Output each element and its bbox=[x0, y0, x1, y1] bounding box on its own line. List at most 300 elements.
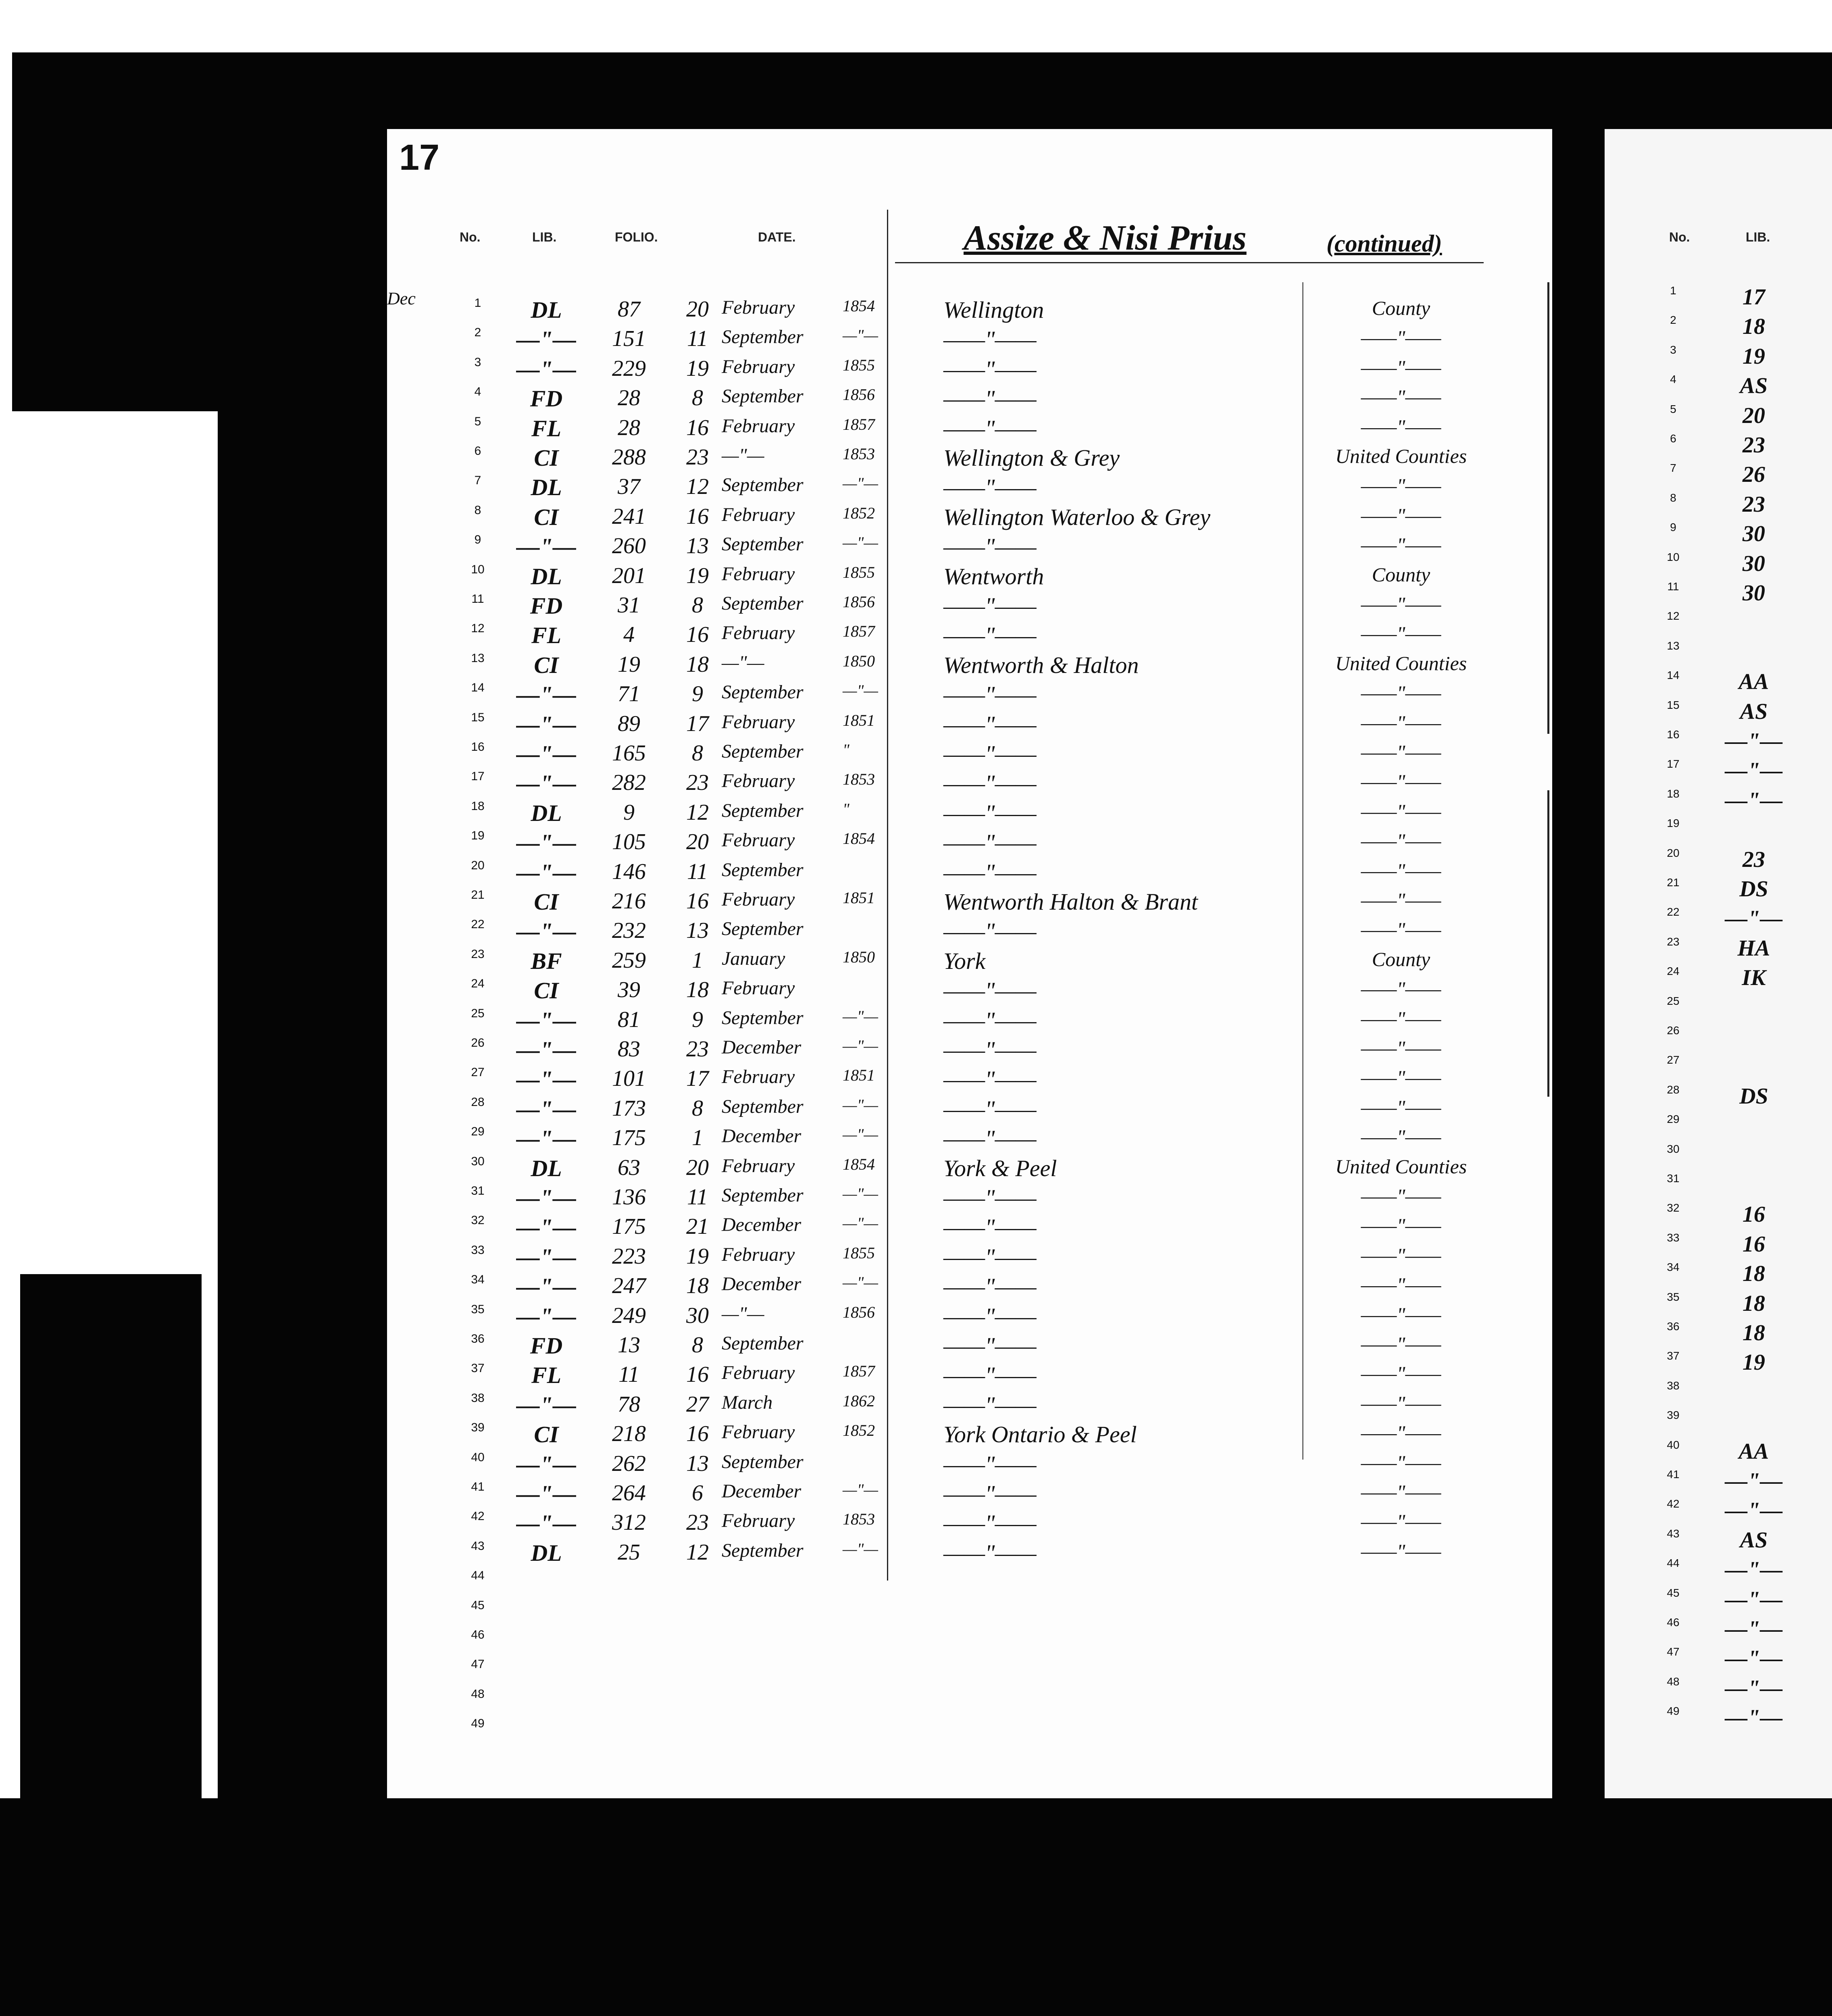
adjacent-row-number: 4 bbox=[1670, 373, 1676, 386]
day-cell: 19 bbox=[686, 1243, 709, 1269]
row-number: 33 bbox=[471, 1243, 485, 1257]
year-cell: 1856 bbox=[843, 593, 875, 611]
kind-cell: County bbox=[1372, 948, 1430, 971]
lib-cell: —"— bbox=[516, 1303, 577, 1329]
adjacent-row-number: 43 bbox=[1667, 1527, 1680, 1540]
lib-cell: —"— bbox=[516, 326, 577, 353]
day-cell: 9 bbox=[692, 1007, 703, 1032]
kind-cell: ——"—— bbox=[1361, 415, 1441, 438]
month-cell: February bbox=[722, 1243, 795, 1265]
lib-cell: —"— bbox=[516, 1007, 577, 1033]
place-cell: ——"—— bbox=[943, 1243, 1037, 1270]
day-cell: 16 bbox=[686, 1362, 709, 1387]
day-cell: 23 bbox=[686, 1510, 709, 1535]
row-number: 3 bbox=[474, 355, 481, 369]
row-number: 36 bbox=[471, 1332, 485, 1345]
lib-cell: DL bbox=[531, 1155, 562, 1181]
kind-cell: United Counties bbox=[1335, 1155, 1467, 1178]
adjacent-row-number: 42 bbox=[1667, 1497, 1680, 1510]
day-cell: 18 bbox=[686, 652, 709, 677]
place-cell: York Ontario & Peel bbox=[943, 1421, 1137, 1448]
year-cell: 1856 bbox=[843, 1303, 875, 1321]
adjacent-row-number: 21 bbox=[1667, 876, 1680, 889]
folio-cell: 37 bbox=[618, 474, 640, 500]
kind-cell: ——"—— bbox=[1361, 533, 1441, 556]
month-cell: February bbox=[722, 1421, 795, 1443]
place-cell: ——"—— bbox=[943, 1273, 1037, 1300]
kind-cell: ——"—— bbox=[1361, 1539, 1441, 1562]
film-border-left bbox=[12, 52, 218, 411]
month-cell: February bbox=[722, 1362, 795, 1384]
lib-cell: DL bbox=[531, 474, 562, 501]
row-number: 5 bbox=[474, 414, 481, 428]
folio-cell: 223 bbox=[612, 1243, 646, 1269]
year-cell: —"— bbox=[843, 681, 878, 700]
adjacent-row-number: 44 bbox=[1667, 1557, 1680, 1570]
row-number: 12 bbox=[471, 622, 485, 635]
header-date: DATE. bbox=[758, 230, 796, 244]
row-number: 9 bbox=[474, 533, 481, 547]
place-cell: ——"—— bbox=[943, 741, 1037, 767]
row-number: 22 bbox=[471, 918, 485, 931]
row-number: 16 bbox=[471, 740, 485, 754]
adjacent-row-number: 41 bbox=[1667, 1468, 1680, 1481]
year-cell: 1857 bbox=[843, 415, 875, 433]
kind-cell: County bbox=[1372, 563, 1430, 586]
folio-cell: 165 bbox=[612, 741, 646, 766]
lib-cell: —"— bbox=[516, 829, 577, 856]
year-cell: 1853 bbox=[843, 1510, 875, 1529]
place-cell: Wellington Waterloo & Grey bbox=[943, 504, 1211, 530]
kind-cell: ——"—— bbox=[1361, 681, 1441, 704]
folio-cell: 264 bbox=[612, 1481, 646, 1506]
adjacent-row-number: 20 bbox=[1667, 846, 1680, 859]
day-cell: 8 bbox=[692, 741, 703, 766]
kind-cell: ——"—— bbox=[1361, 918, 1441, 941]
folio-cell: 87 bbox=[618, 297, 640, 322]
adjacent-lib-cell: 23 bbox=[1742, 492, 1765, 517]
lib-cell: —"— bbox=[516, 681, 577, 708]
adjacent-row-number: 37 bbox=[1667, 1350, 1680, 1362]
kind-cell: United Counties bbox=[1335, 445, 1467, 467]
folio-cell: 89 bbox=[618, 711, 640, 736]
folio-cell: 282 bbox=[612, 770, 646, 796]
year-cell: 1850 bbox=[843, 652, 875, 670]
row-number: 20 bbox=[471, 858, 485, 872]
row-number: 44 bbox=[471, 1569, 485, 1583]
adjacent-row-number: 8 bbox=[1670, 491, 1676, 504]
month-cell: February bbox=[722, 504, 795, 525]
adjacent-lib-cell: —"— bbox=[1725, 906, 1783, 931]
lib-cell: CI bbox=[534, 889, 559, 915]
lib-cell: FD bbox=[530, 1333, 563, 1359]
adjacent-row-number: 34 bbox=[1667, 1261, 1680, 1274]
place-cell: ——"—— bbox=[943, 681, 1037, 708]
folio-cell: 175 bbox=[612, 1125, 646, 1151]
adjacent-lib-cell: —"— bbox=[1725, 1675, 1783, 1701]
day-cell: 13 bbox=[686, 918, 709, 943]
film-border-left-lower bbox=[20, 1274, 202, 1806]
kind-cell: ——"—— bbox=[1361, 622, 1441, 645]
month-cell: December bbox=[722, 1273, 802, 1295]
day-cell: 21 bbox=[686, 1214, 709, 1239]
month-cell: September bbox=[722, 593, 804, 614]
right-header-no: No. bbox=[1669, 230, 1690, 244]
lib-cell: BF bbox=[531, 948, 562, 974]
day-cell: 12 bbox=[686, 1539, 709, 1565]
row-number: 13 bbox=[471, 651, 485, 665]
folio-cell: 262 bbox=[612, 1451, 646, 1476]
year-cell: 1851 bbox=[843, 889, 875, 907]
adjacent-row-number: 27 bbox=[1667, 1054, 1680, 1066]
month-cell: December bbox=[722, 1125, 802, 1147]
page-gutter bbox=[1552, 121, 1605, 1798]
day-cell: 13 bbox=[686, 533, 709, 559]
month-cell: September bbox=[722, 1539, 804, 1561]
year-cell: 1855 bbox=[843, 356, 875, 374]
adjacent-row-number: 49 bbox=[1667, 1705, 1680, 1718]
ledger-title: Assize & Nisi Prius bbox=[964, 219, 1247, 258]
adjacent-row-number: 38 bbox=[1667, 1379, 1680, 1392]
adjacent-lib-cell: 18 bbox=[1742, 1261, 1765, 1287]
kind-cell: ——"—— bbox=[1361, 1421, 1441, 1444]
row-number: 40 bbox=[471, 1450, 485, 1464]
row-number: 37 bbox=[471, 1362, 485, 1375]
adjacent-lib-cell: AS bbox=[1740, 373, 1768, 399]
place-cell: Wellington & Grey bbox=[943, 445, 1120, 471]
kind-cell: ——"—— bbox=[1361, 356, 1441, 379]
lib-cell: CI bbox=[534, 504, 559, 530]
adjacent-row-number: 16 bbox=[1667, 728, 1680, 741]
adjacent-row-number: 30 bbox=[1667, 1142, 1680, 1155]
adjacent-row-number: 33 bbox=[1667, 1231, 1680, 1244]
adjacent-row-number: 17 bbox=[1667, 758, 1680, 771]
kind-cell: ——"—— bbox=[1361, 1510, 1441, 1533]
place-cell: ——"—— bbox=[943, 859, 1037, 885]
adjacent-lib-cell: DS bbox=[1739, 877, 1768, 902]
year-cell: 1857 bbox=[843, 622, 875, 641]
place-cell: Wellington bbox=[943, 297, 1044, 323]
day-cell: 18 bbox=[686, 977, 709, 1003]
ledger-title-suffix: (continued) bbox=[1326, 230, 1442, 257]
lib-cell: DL bbox=[531, 800, 562, 826]
year-cell: —"— bbox=[843, 1037, 878, 1055]
month-cell: September bbox=[722, 1095, 804, 1117]
place-cell: ——"—— bbox=[943, 1303, 1037, 1329]
folio-cell: 259 bbox=[612, 948, 646, 973]
folio-cell: 4 bbox=[623, 622, 635, 648]
folio-cell: 247 bbox=[612, 1273, 646, 1299]
place-cell: ——"—— bbox=[943, 415, 1037, 442]
adjacent-row-number: 18 bbox=[1667, 787, 1680, 800]
lib-cell: CI bbox=[534, 445, 559, 471]
kind-cell: ——"—— bbox=[1361, 1095, 1441, 1118]
folio-cell: 31 bbox=[618, 593, 640, 618]
lib-cell: —"— bbox=[516, 1185, 577, 1211]
adjacent-row-number: 10 bbox=[1667, 550, 1680, 563]
place-cell: York bbox=[943, 948, 986, 974]
adjacent-row-number: 5 bbox=[1670, 402, 1676, 415]
kind-cell: County bbox=[1372, 297, 1430, 319]
kind-cell: ——"—— bbox=[1361, 1391, 1441, 1414]
day-cell: 27 bbox=[686, 1391, 709, 1417]
day-cell: 8 bbox=[692, 385, 703, 411]
folio-cell: 151 bbox=[612, 326, 646, 352]
kind-cell: ——"—— bbox=[1361, 1362, 1441, 1385]
day-cell: 13 bbox=[686, 1451, 709, 1476]
year-cell: —"— bbox=[843, 1007, 878, 1025]
month-cell: December bbox=[722, 1037, 802, 1058]
year-cell: 1852 bbox=[843, 504, 875, 522]
kind-cell: ——"—— bbox=[1361, 1214, 1441, 1237]
kind-cell: ——"—— bbox=[1361, 1185, 1441, 1207]
year-cell: 1854 bbox=[843, 297, 875, 315]
day-cell: 20 bbox=[686, 297, 709, 322]
kind-cell: ——"—— bbox=[1361, 474, 1441, 497]
adjacent-row-number: 14 bbox=[1667, 669, 1680, 682]
day-cell: 17 bbox=[686, 1066, 709, 1091]
kind-cell: ——"—— bbox=[1361, 741, 1441, 763]
folio-cell: 28 bbox=[618, 385, 640, 411]
day-cell: 18 bbox=[686, 1273, 709, 1299]
row-number: 11 bbox=[471, 592, 484, 606]
lib-cell: —"— bbox=[516, 918, 577, 945]
kind-cell: ——"—— bbox=[1361, 711, 1441, 734]
folio-cell: 101 bbox=[612, 1066, 646, 1091]
folio-cell: 288 bbox=[612, 445, 646, 470]
lib-cell: —"— bbox=[516, 533, 577, 560]
row-number: 41 bbox=[471, 1480, 485, 1493]
month-cell: September bbox=[722, 1007, 804, 1029]
adjacent-row-number: 9 bbox=[1670, 521, 1676, 534]
right-bracket-lower bbox=[1547, 790, 1549, 1097]
folio-cell: 71 bbox=[618, 681, 640, 707]
row-number: 46 bbox=[471, 1628, 485, 1641]
adjacent-row-number: 29 bbox=[1667, 1113, 1680, 1126]
lib-cell: FL bbox=[531, 415, 562, 442]
adjacent-lib-cell: 18 bbox=[1742, 1291, 1765, 1316]
adjacent-lib-cell: —"— bbox=[1725, 787, 1783, 813]
month-cell: September bbox=[722, 1185, 804, 1206]
row-number: 23 bbox=[471, 947, 485, 961]
row-number: 15 bbox=[471, 710, 485, 724]
lib-cell: —"— bbox=[516, 1095, 577, 1122]
year-cell: —"— bbox=[843, 474, 878, 493]
film-border-bottom bbox=[0, 1798, 1832, 2016]
row-number: 4 bbox=[474, 385, 481, 399]
adjacent-row-number: 28 bbox=[1667, 1083, 1680, 1096]
month-cell: September bbox=[722, 533, 804, 555]
day-cell: 30 bbox=[686, 1303, 709, 1328]
year-cell: —"— bbox=[843, 533, 878, 552]
row-number: 34 bbox=[471, 1273, 485, 1287]
row-number: 8 bbox=[474, 503, 481, 517]
lib-cell: DL bbox=[531, 563, 562, 589]
place-cell: ——"—— bbox=[943, 1125, 1037, 1152]
adjacent-lib-cell: 19 bbox=[1742, 344, 1765, 369]
adjacent-lib-cell: 16 bbox=[1742, 1202, 1765, 1227]
year-cell: —"— bbox=[843, 1481, 878, 1499]
adjacent-lib-cell: 19 bbox=[1742, 1350, 1765, 1375]
month-cell: September bbox=[722, 859, 804, 881]
adjacent-row-number: 12 bbox=[1667, 610, 1680, 623]
month-cell: September bbox=[722, 385, 804, 407]
month-cell: December bbox=[722, 1481, 802, 1502]
lib-cell: —"— bbox=[516, 1273, 577, 1300]
year-cell: —"— bbox=[843, 1185, 878, 1203]
folio-cell: 241 bbox=[612, 504, 646, 529]
year-cell: 1853 bbox=[843, 770, 875, 789]
adjacent-lib-cell: HA bbox=[1737, 935, 1770, 961]
day-cell: 12 bbox=[686, 800, 709, 825]
adjacent-row-number: 22 bbox=[1667, 906, 1680, 918]
right-header-lib: LIB. bbox=[1746, 230, 1770, 244]
place-cell: ——"—— bbox=[943, 593, 1037, 619]
month-cell: September bbox=[722, 918, 804, 940]
row-number: 28 bbox=[471, 1095, 485, 1109]
adjacent-lib-cell: IK bbox=[1742, 965, 1766, 991]
adjacent-lib-cell: 30 bbox=[1742, 551, 1765, 576]
row-number: 21 bbox=[471, 888, 485, 902]
header-folio: FOLIO. bbox=[615, 230, 658, 244]
month-cell: December bbox=[722, 1214, 802, 1236]
adjacent-lib-cell: 26 bbox=[1742, 462, 1765, 487]
lib-cell: FL bbox=[531, 1362, 562, 1389]
kind-cell: ——"—— bbox=[1361, 1303, 1441, 1326]
folio-cell: 13 bbox=[618, 1333, 640, 1358]
month-cell: February bbox=[722, 1155, 795, 1177]
folio-cell: 136 bbox=[612, 1185, 646, 1210]
month-cell: February bbox=[722, 622, 795, 644]
folio-cell: 81 bbox=[618, 1007, 640, 1032]
year-cell: 1853 bbox=[843, 445, 875, 463]
row-number: 25 bbox=[471, 1006, 485, 1020]
day-cell: 20 bbox=[686, 829, 709, 855]
place-cell: ——"—— bbox=[943, 1007, 1037, 1033]
place-cell: ——"—— bbox=[943, 1362, 1037, 1389]
folio-cell: 249 bbox=[612, 1303, 646, 1328]
folio-cell: 232 bbox=[612, 918, 646, 943]
day-cell: 16 bbox=[686, 1421, 709, 1447]
row-number: 24 bbox=[471, 977, 485, 991]
adjacent-lib-cell: 20 bbox=[1742, 403, 1765, 428]
folio-cell: 63 bbox=[618, 1155, 640, 1180]
folio-cell: 312 bbox=[612, 1510, 646, 1535]
adjacent-lib-cell: —"— bbox=[1725, 1498, 1783, 1523]
day-cell: 1 bbox=[692, 1125, 703, 1151]
month-cell: February bbox=[722, 415, 795, 437]
kind-cell: ——"—— bbox=[1361, 859, 1441, 882]
day-cell: 1 bbox=[692, 948, 703, 973]
year-cell: " bbox=[843, 741, 849, 759]
place-cell: ——"—— bbox=[943, 1481, 1037, 1507]
place-cell: ——"—— bbox=[943, 474, 1037, 501]
adjacent-row-number: 45 bbox=[1667, 1586, 1680, 1599]
year-cell: 1850 bbox=[843, 948, 875, 966]
adjacent-row-number: 46 bbox=[1667, 1616, 1680, 1629]
place-cell: ——"—— bbox=[943, 1510, 1037, 1537]
adjacent-row-number: 24 bbox=[1667, 965, 1680, 978]
row-number: 30 bbox=[471, 1154, 485, 1168]
place-cell: ——"—— bbox=[943, 1539, 1037, 1566]
adjacent-row-number: 35 bbox=[1667, 1290, 1680, 1303]
day-cell: 6 bbox=[692, 1481, 703, 1506]
adjacent-lib-cell: 18 bbox=[1742, 1320, 1765, 1345]
row-number: 31 bbox=[471, 1184, 485, 1198]
kind-cell: ——"—— bbox=[1361, 1243, 1441, 1266]
adjacent-row-number: 15 bbox=[1667, 698, 1680, 711]
adjacent-row-number: 11 bbox=[1667, 580, 1679, 593]
lib-cell: —"— bbox=[516, 1125, 577, 1152]
day-cell: 23 bbox=[686, 1037, 709, 1062]
day-cell: 9 bbox=[692, 681, 703, 707]
kind-cell: United Counties bbox=[1335, 652, 1467, 675]
row-number: 47 bbox=[471, 1658, 485, 1671]
folio-cell: 260 bbox=[612, 533, 646, 559]
row-number: 18 bbox=[471, 799, 485, 813]
adjacent-row-number: 26 bbox=[1667, 1024, 1680, 1037]
adjacent-row-number: 3 bbox=[1670, 343, 1676, 356]
kind-cell: ——"—— bbox=[1361, 326, 1441, 349]
year-cell: —"— bbox=[843, 1539, 878, 1558]
month-cell: —"— bbox=[722, 652, 764, 673]
lib-cell: CI bbox=[534, 1421, 559, 1448]
place-cell: ——"—— bbox=[943, 770, 1037, 797]
folio-cell: 229 bbox=[612, 356, 646, 381]
month-cell: February bbox=[722, 563, 795, 585]
adjacent-lib-cell: 17 bbox=[1742, 285, 1765, 310]
kind-cell: ——"—— bbox=[1361, 1037, 1441, 1059]
kind-cell: ——"—— bbox=[1361, 889, 1441, 911]
year-cell: 1851 bbox=[843, 711, 875, 729]
folio-cell: 173 bbox=[612, 1095, 646, 1121]
lib-cell: —"— bbox=[516, 1243, 577, 1270]
row-number: 35 bbox=[471, 1302, 485, 1316]
adjacent-row-number: 23 bbox=[1667, 935, 1680, 948]
lib-cell: —"— bbox=[516, 711, 577, 737]
row-number: 49 bbox=[471, 1717, 485, 1731]
place-cell: ——"—— bbox=[943, 800, 1037, 826]
lib-cell: —"— bbox=[516, 859, 577, 885]
year-cell: 1854 bbox=[843, 1155, 875, 1173]
day-cell: 11 bbox=[687, 1185, 708, 1210]
day-cell: 8 bbox=[692, 1095, 703, 1121]
place-cell: Wentworth Halton & Brant bbox=[943, 889, 1198, 915]
adjacent-lib-cell: —"— bbox=[1725, 1468, 1783, 1493]
kind-cell: ——"—— bbox=[1361, 1333, 1441, 1355]
folio-cell: 78 bbox=[618, 1391, 640, 1417]
place-cell: ——"—— bbox=[943, 1333, 1037, 1359]
film-border-top bbox=[12, 52, 1832, 129]
adjacent-lib-cell: —"— bbox=[1725, 729, 1783, 754]
row-number: 42 bbox=[471, 1510, 485, 1523]
lib-cell: —"— bbox=[516, 1481, 577, 1507]
month-cell: February bbox=[722, 889, 795, 910]
adjacent-row-number: 31 bbox=[1667, 1172, 1680, 1185]
year-cell: 1857 bbox=[843, 1362, 875, 1381]
adjacent-lib-cell: —"— bbox=[1725, 1646, 1783, 1671]
adjacent-row-number: 2 bbox=[1670, 314, 1676, 327]
kind-cell: ——"—— bbox=[1361, 1125, 1441, 1148]
adjacent-row-number: 47 bbox=[1667, 1645, 1680, 1658]
year-cell: 1856 bbox=[843, 385, 875, 404]
day-cell: 16 bbox=[686, 622, 709, 648]
year-cell: 1855 bbox=[843, 1243, 875, 1262]
place-cell: ——"—— bbox=[943, 1037, 1037, 1063]
month-cell: February bbox=[722, 1510, 795, 1532]
folio-cell: 9 bbox=[623, 800, 635, 825]
lib-cell: FL bbox=[531, 622, 562, 649]
